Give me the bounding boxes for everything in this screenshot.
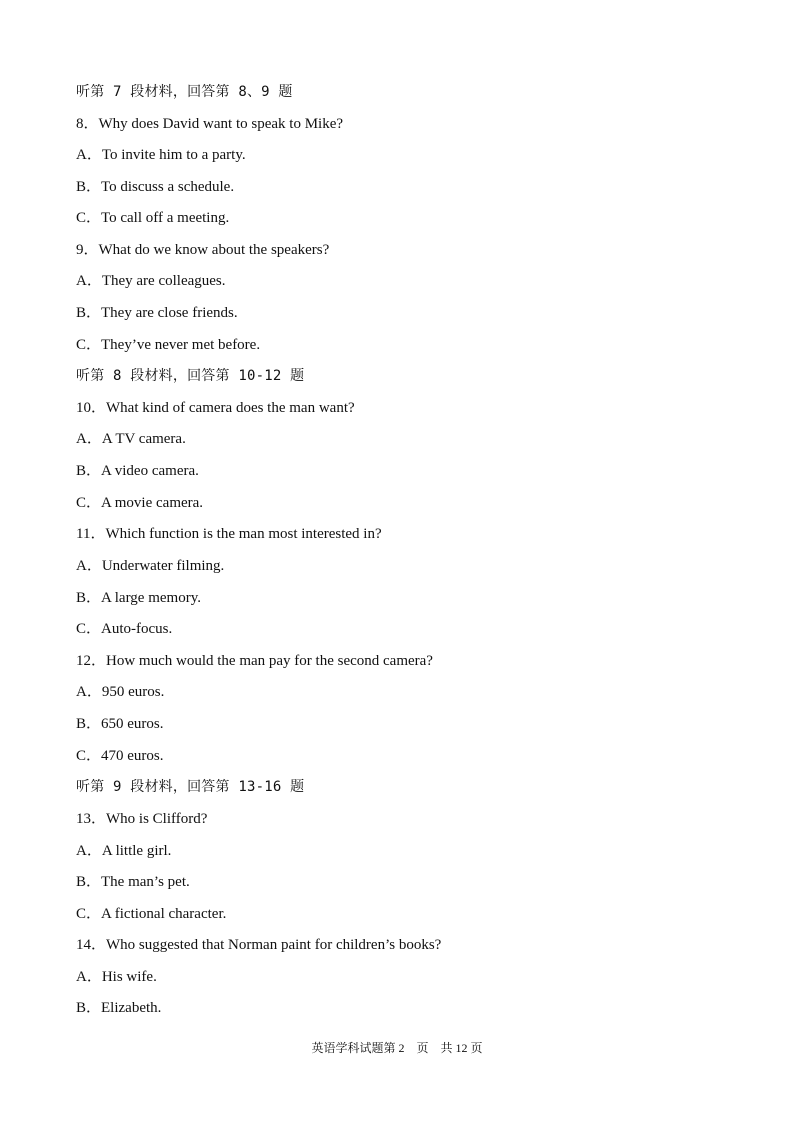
question-12: 12．How much would the man pay for the second camera? bbox=[76, 653, 433, 669]
section-heading-8: 听第 8 段材料，回答第 10-12 题 bbox=[76, 368, 305, 384]
question-9-option-c: C．They’ve never met before. bbox=[76, 337, 261, 353]
question-8-option-a: A．To invite him to a party. bbox=[76, 147, 246, 163]
section-heading-9: 听第 9 段材料，回答第 13-16 题 bbox=[76, 779, 305, 795]
question-11-option-b: B．A large memory. bbox=[76, 590, 201, 606]
question-14-option-a: A．His wife. bbox=[76, 969, 157, 985]
section-heading-7: 听第 7 段材料，回答第 8、9 题 bbox=[76, 84, 293, 100]
question-10-option-a: A．A TV camera. bbox=[76, 431, 186, 447]
question-10: 10．What kind of camera does the man want? bbox=[76, 400, 355, 416]
question-12-option-a: A．950 euros. bbox=[76, 684, 165, 700]
question-12-option-b: B．650 euros. bbox=[76, 716, 164, 732]
question-11-option-c: C．Auto-focus. bbox=[76, 621, 173, 637]
question-9-option-b: B．They are close friends. bbox=[76, 305, 238, 321]
page-footer: 英语学科试题第 2 页 共 12 页 bbox=[311, 1041, 483, 1055]
question-13-option-a: A．A little girl. bbox=[76, 843, 172, 859]
question-13-option-c: C．A fictional character. bbox=[76, 906, 227, 922]
question-13-option-b: B．The man’s pet. bbox=[76, 874, 190, 890]
question-12-option-c: C．470 euros. bbox=[76, 748, 164, 764]
question-11-option-a: A．Underwater filming. bbox=[76, 558, 225, 574]
question-13: 13．Who is Clifford? bbox=[76, 811, 208, 827]
question-11: 11．Which function is the man most interested in? bbox=[76, 526, 382, 542]
question-10-option-c: C．A movie camera. bbox=[76, 495, 204, 511]
question-8-option-c: C．To call off a meeting. bbox=[76, 210, 230, 226]
question-8-option-b: B．To discuss a schedule. bbox=[76, 179, 235, 195]
question-9-option-a: A．They are colleagues. bbox=[76, 273, 226, 289]
question-8: 8．Why does David want to speak to Mike? bbox=[76, 116, 344, 132]
question-9: 9．What do we know about the speakers? bbox=[76, 242, 330, 258]
question-14-option-b: B．Elizabeth. bbox=[76, 1000, 162, 1016]
question-14: 14．Who suggested that Norman paint for children’s books? bbox=[76, 937, 442, 953]
question-10-option-b: B．A video camera. bbox=[76, 463, 199, 479]
